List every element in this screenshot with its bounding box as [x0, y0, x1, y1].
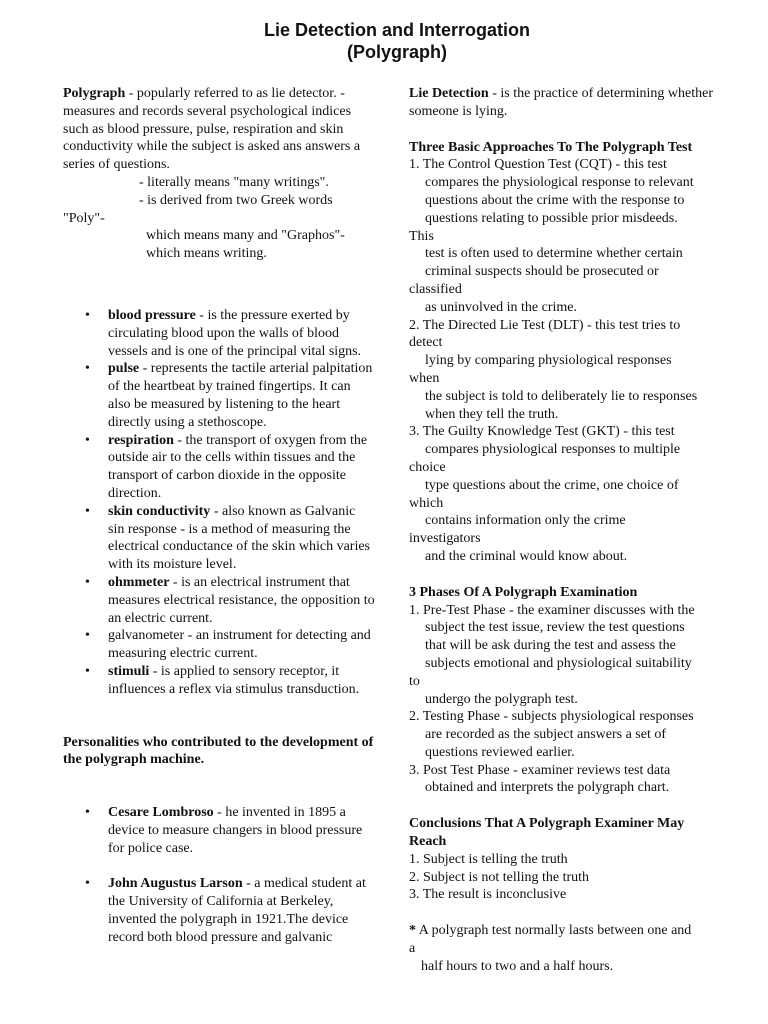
text-line: when: [409, 370, 440, 386]
list-item: [63, 574, 375, 627]
text-line: which: [409, 495, 444, 511]
personalities-list: [63, 804, 375, 947]
lie-detection-term: Lie Detection: [409, 86, 489, 101]
title-line-1: Lie Detection and Interrogation: [263, 20, 531, 40]
etymology-line: which means many and "Graphos"-: [146, 228, 345, 244]
indices-list: [63, 307, 375, 699]
text-line: contains information only the crime: [425, 513, 626, 529]
text-line: classified: [409, 281, 462, 297]
etymology-line: - is derived from two Greek words: [139, 192, 333, 208]
list-item: [63, 307, 375, 360]
list-item: [63, 432, 375, 503]
text-line: are recorded as the subject answers a set of: [425, 727, 667, 743]
conclusions-list: [409, 851, 721, 904]
left-column: [63, 85, 375, 947]
conclusions-heading: [409, 815, 721, 851]
phases-list: [409, 602, 721, 798]
person-desc: - a medical student at the University of California at Berkeley, invented the polygraph in 1921.The device record both blood pressure and galvanic: [108, 876, 366, 945]
title-line-2: (Polygraph): [346, 42, 447, 62]
heading-text: 3 Phases Of A Polygraph Examination: [409, 584, 638, 600]
person-name: John Augustus Larson: [108, 876, 243, 892]
duration-note: [409, 922, 721, 940]
note-text: A polygraph test normally lasts between one and: [416, 923, 692, 939]
approaches-heading: [409, 139, 721, 157]
polygraph-term: Polygraph: [63, 86, 126, 101]
text-line: compares physiological responses to multiple: [425, 442, 681, 458]
text-line: choice: [409, 459, 446, 475]
list-item: [63, 663, 375, 699]
text-line: compares the physiological response to relevant: [425, 175, 694, 191]
text-line: This: [409, 228, 434, 244]
text-line: criminal suspects should be prosecuted or: [425, 264, 659, 280]
term: blood pressure: [108, 307, 196, 323]
etymology-line: "Poly"-: [63, 210, 105, 226]
note-line: half hours to two and a half hours.: [421, 958, 614, 974]
approaches-list: [409, 156, 721, 565]
heading-text: Three Basic Approaches To The Polygraph Test: [409, 139, 693, 155]
term: stimuli: [108, 663, 150, 679]
text-line: to: [409, 673, 420, 689]
text-line: test is often used to determine whether certain: [425, 246, 683, 262]
term-desc: - is an electrical instrument that measures electrical resistance, the opposition to an electric current.: [108, 574, 375, 626]
text-line: 3. The result is inconclusive: [409, 887, 567, 903]
text-line: questions reviewed earlier.: [425, 744, 575, 760]
text-line: 1. Subject is telling the truth: [409, 851, 568, 867]
text-line: that will be ask during the test and assess the: [425, 638, 676, 654]
text-line: 3. The Guilty Knowledge Test (GKT) - this test: [409, 424, 675, 440]
text-line: investigators: [409, 531, 481, 547]
text-line: undergo the polygraph test.: [425, 691, 578, 707]
list-item: [63, 627, 375, 663]
text-line: 3. Post Test Phase - examiner reviews test data: [409, 762, 671, 778]
text-line: subjects emotional and physiological suitability: [425, 655, 692, 671]
text-line: questions about the crime with the response to: [425, 192, 685, 208]
person-desc: - he invented in 1895 a device to measure changers in blood pressure for police case.: [108, 805, 363, 856]
polygraph-definition: [63, 85, 375, 174]
text-line: 1. Pre-Test Phase - the examiner discusses with the: [409, 602, 695, 618]
lie-detection-definition: [409, 85, 721, 121]
term: ohmmeter: [108, 574, 170, 590]
text-line: and the criminal would know about.: [425, 548, 628, 564]
term: respiration: [108, 432, 174, 448]
term-desc: - is applied to sensory receptor, it influences a reflex via stimulus transduction.: [108, 663, 360, 697]
term-desc: - the transport of oxygen from the outside air to the cells within tissues and the transport of carbon dioxide in the opposite direction.: [108, 432, 368, 501]
etymology-line: which means writing.: [146, 246, 267, 262]
lie-detection-def: - is the practice of determining whether someone is lying.: [409, 86, 714, 119]
term-desc: - represents the tactile arterial palpitation of the heartbeat by trained fingertips. It can also be measured by listening to the heart directly using a stethoscope.: [108, 361, 373, 430]
text-line: 2. The Directed Lie Test (DLT) - this test tries to: [409, 317, 681, 333]
term: skin conductivity: [108, 503, 211, 519]
text-line: questions relating to possible prior misdeeds.: [425, 210, 678, 226]
text-line: obtained and interprets the polygraph chart.: [425, 780, 670, 796]
right-column: [409, 85, 721, 976]
text-line: type questions about the crime, one choice of: [425, 477, 679, 493]
asterisk: *: [409, 923, 416, 939]
text-line: lying by comparing physiological responses: [425, 353, 672, 369]
heading-text: Conclusions That A Polygraph Examiner May Reach: [409, 816, 685, 850]
etymology-line: - literally means "many writings".: [139, 174, 329, 190]
list-item: [63, 503, 375, 574]
text-line: 1. The Control Question Test (CQT) - this test: [409, 157, 667, 173]
term: pulse: [108, 361, 140, 377]
text-line: 2. Subject is not telling the truth: [409, 869, 590, 885]
phases-heading: [409, 584, 721, 602]
text-line: detect: [409, 335, 443, 351]
text-line: as uninvolved in the crime.: [425, 299, 578, 315]
term-desc: - also known as Galvanic sin response - is a method of measuring the electrical conductance of the skin which varies with its moisture level.: [108, 503, 370, 573]
document-title: [0, 19, 768, 63]
text-line: subject the test issue, review the test questions: [425, 620, 685, 636]
list-item: [63, 804, 375, 857]
term-desc: galvanometer - an instrument for detecting and measuring electric current.: [108, 628, 371, 662]
polygraph-def-text: - popularly referred to as lie detector. - measures and records several psychological indices such as blood pressure, pulse, respiration and skin conductivity while the subject is asked ans answers a series of questions.: [63, 86, 361, 173]
list-item: [63, 875, 375, 946]
text-line: 2. Testing Phase - subjects physiological responses: [409, 709, 694, 725]
person-name: Cesare Lombroso: [108, 805, 214, 821]
heading-text: Personalities who contributed to the development of the polygraph machine.: [63, 734, 374, 768]
text-line: when they tell the truth.: [425, 406, 559, 422]
personalities-heading: [63, 734, 375, 770]
term-desc: - is the pressure exerted by circulating blood upon the walls of blood vessels and is one of the principal vital signs.: [108, 307, 362, 359]
text-line: the subject is told to deliberately lie to responses: [425, 388, 698, 404]
list-item: [63, 360, 375, 431]
note-line: a: [409, 941, 416, 957]
